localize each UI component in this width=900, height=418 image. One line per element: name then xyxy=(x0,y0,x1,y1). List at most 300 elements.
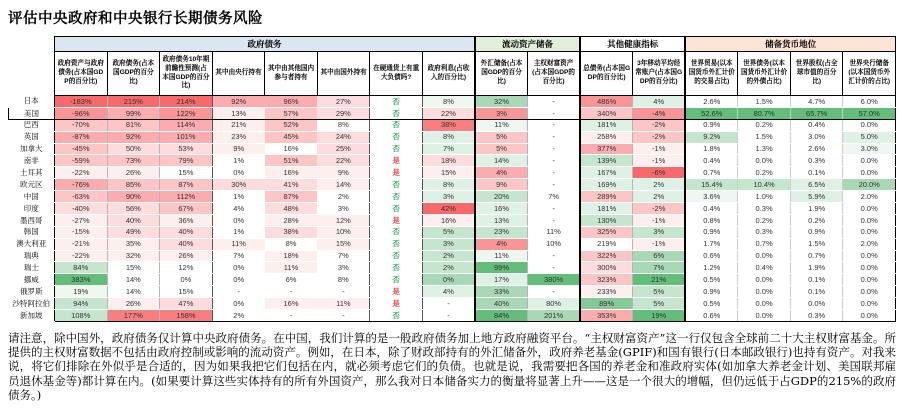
table-cell: 41% xyxy=(265,179,318,191)
table-cell: 2.6% xyxy=(685,96,738,108)
row-country: 巴西 xyxy=(9,119,55,131)
table-cell: 383% xyxy=(55,274,108,286)
table-cell: 139% xyxy=(580,155,633,167)
table-cell: 20% xyxy=(475,191,528,203)
table-cell: 3% xyxy=(633,226,686,238)
table-cell: 9% xyxy=(317,167,370,179)
table-cell: 否 xyxy=(370,131,423,143)
table-cell: 1.5% xyxy=(738,96,791,108)
table-cell: 181% xyxy=(580,119,633,131)
table-cell: 21% xyxy=(633,274,686,286)
table-cell: 16% xyxy=(265,298,318,310)
table-cell: 16% xyxy=(475,203,528,215)
table-cell: 81% xyxy=(107,119,160,131)
table-cell: 0% xyxy=(212,214,265,226)
table-cell: -70% xyxy=(55,119,108,131)
table-cell: 0.5% xyxy=(685,298,738,310)
table-cell: 26% xyxy=(107,167,160,179)
table-row xyxy=(9,203,896,215)
table-cell: 4% xyxy=(422,286,475,298)
group-header: 储备货币地位 xyxy=(685,37,895,52)
table-cell: 0.0% xyxy=(843,155,896,167)
table-cell: 23% xyxy=(475,226,528,238)
table-cell: 0% xyxy=(212,298,265,310)
table-cell: 99% xyxy=(475,262,528,274)
table-cell: 84% xyxy=(475,310,528,322)
table-cell: 0.0% xyxy=(843,262,896,274)
table-cell: -76% xyxy=(55,179,108,191)
table-cell: 17% xyxy=(475,274,528,286)
table-cell: 486% xyxy=(580,96,633,108)
row-country: 印度 xyxy=(9,203,55,215)
row-country: 瑞士 xyxy=(9,262,55,274)
row-country: 墨西哥 xyxy=(9,214,55,226)
table-cell: 0.1% xyxy=(790,167,843,179)
table-cell: 32% xyxy=(107,250,160,262)
table-cell: 15% xyxy=(317,238,370,250)
table-cell: 0.0% xyxy=(790,298,843,310)
table-body xyxy=(9,96,896,322)
table-cell: 87% xyxy=(265,191,318,203)
table-cell: 11% xyxy=(475,119,528,131)
table-cell: 0.0% xyxy=(843,203,896,215)
row-country: 新加坡 xyxy=(9,310,55,322)
table-row xyxy=(9,107,896,119)
table-cell: 0% xyxy=(212,274,265,286)
table-cell: -1% xyxy=(633,143,686,155)
table-cell: - xyxy=(528,155,581,167)
table-cell: 否 xyxy=(370,191,423,203)
table-cell: 6% xyxy=(265,274,318,286)
table-cell: 0% xyxy=(160,274,213,286)
table-cell: 9% xyxy=(212,143,265,155)
table-cell: 33% xyxy=(475,286,528,298)
table-cell: 否 xyxy=(370,143,423,155)
table-cell: 4% xyxy=(475,167,528,179)
table-cell: 0.9% xyxy=(790,226,843,238)
table-row xyxy=(9,286,896,298)
table-cell: 323% xyxy=(580,274,633,286)
table-cell: 0.4% xyxy=(738,262,791,274)
column-header: 政府债务(占本国GDP的百分比) xyxy=(107,52,160,96)
table-cell: 0.4% xyxy=(685,155,738,167)
table-cell: 130% xyxy=(580,214,633,226)
table-cell: -1% xyxy=(633,214,686,226)
table-cell: 1.5% xyxy=(738,131,791,143)
table-cell: 3% xyxy=(317,262,370,274)
table-cell: 40% xyxy=(160,226,213,238)
table-cell: -1% xyxy=(633,155,686,167)
row-country: 中国 xyxy=(9,191,55,203)
row-country: 欧元区 xyxy=(9,179,55,191)
table-cell: 2% xyxy=(422,262,475,274)
row-country: 英国 xyxy=(9,131,55,143)
table-cell: 2% xyxy=(422,250,475,262)
table-cell: 0.2% xyxy=(738,119,791,131)
table-cell: 40% xyxy=(107,214,160,226)
table-cell: 32% xyxy=(475,96,528,108)
table-cell: - xyxy=(265,286,318,298)
table-cell: 15% xyxy=(160,167,213,179)
table-cell: 24% xyxy=(317,131,370,143)
table-cell: - xyxy=(528,119,581,131)
table-cell: -4% xyxy=(633,107,686,119)
table-cell: 1.0% xyxy=(738,191,791,203)
table-cell: 42% xyxy=(422,203,475,215)
table-cell: - xyxy=(528,96,581,108)
table-cell: 52.6% xyxy=(685,107,738,119)
table-cell: 0.1% xyxy=(790,274,843,286)
table-cell: 11% xyxy=(528,226,581,238)
table-cell: 322% xyxy=(580,250,633,262)
table-cell: 3.0% xyxy=(843,143,896,155)
table-cell: -1% xyxy=(633,238,686,250)
table-cell: 0.4% xyxy=(790,119,843,131)
row-country: 瑞典 xyxy=(9,250,55,262)
table-cell: 90% xyxy=(107,191,160,203)
table-cell: 26% xyxy=(107,298,160,310)
table-cell: 101% xyxy=(160,131,213,143)
table-cell: 0.9% xyxy=(685,226,738,238)
table-cell: 5% xyxy=(633,286,686,298)
table-cell: 0.7% xyxy=(738,238,791,250)
table-cell: 84% xyxy=(55,262,108,274)
table-cell: 214% xyxy=(160,96,213,108)
table-cell: 112% xyxy=(160,191,213,203)
table-cell: 1.9% xyxy=(790,262,843,274)
table-cell: 7% xyxy=(317,250,370,262)
table-cell: - xyxy=(528,167,581,179)
table-cell: 65.7% xyxy=(790,107,843,119)
table-row xyxy=(9,96,896,108)
table-cell: 0.1% xyxy=(790,286,843,298)
table-row xyxy=(9,119,896,131)
table-cell: 0.2% xyxy=(790,214,843,226)
table-cell: 14% xyxy=(107,286,160,298)
table-cell: - xyxy=(528,203,581,215)
column-header: 3年移动平均经常账户(占本国GDP的百分比) xyxy=(633,52,686,96)
table-cell: -40% xyxy=(55,203,108,215)
table-cell: 1% xyxy=(212,226,265,238)
table-cell: 16% xyxy=(265,167,318,179)
table-row xyxy=(9,143,896,155)
table-cell: 3% xyxy=(317,203,370,215)
row-country: 加拿大 xyxy=(9,143,55,155)
table-cell: 0.0% xyxy=(738,155,791,167)
table-cell: 23% xyxy=(212,131,265,143)
table-cell: 是 xyxy=(370,298,423,310)
table-cell: 0.8% xyxy=(685,214,738,226)
table-cell: 15% xyxy=(422,167,475,179)
table-cell: 0.5% xyxy=(685,274,738,286)
table-row xyxy=(9,214,896,226)
table-row xyxy=(9,226,896,238)
table-cell: 215% xyxy=(107,96,160,108)
table-cell: 否 xyxy=(370,238,423,250)
table-cell: 2.0% xyxy=(843,238,896,250)
table-cell: 0.0% xyxy=(843,286,896,298)
table-cell: 219% xyxy=(580,238,633,250)
table-cell: 否 xyxy=(370,119,423,131)
table-cell: 380% xyxy=(528,274,581,286)
table-cell: 4% xyxy=(212,203,265,215)
table-cell: 67% xyxy=(160,203,213,215)
table-cell: 否 xyxy=(370,179,423,191)
row-country: 挪威 xyxy=(9,274,55,286)
table-cell: 79% xyxy=(160,155,213,167)
column-header: 主权财富资产(占本国GDP的百分比) xyxy=(528,52,581,96)
table-cell: 11% xyxy=(212,238,265,250)
column-header: 世界债务(以本国货币外汇计价的外债占比) xyxy=(738,52,791,96)
table-cell: 19% xyxy=(633,310,686,322)
column-header: 其中由央行持有 xyxy=(212,52,265,96)
table-cell: 0.9% xyxy=(685,286,738,298)
table-cell: 6.5% xyxy=(790,179,843,191)
table-cell: 51% xyxy=(265,155,318,167)
table-cell: 否 xyxy=(370,107,423,119)
table-cell: 5.9% xyxy=(790,191,843,203)
table-cell: 6.0% xyxy=(843,96,896,108)
table-cell: 15.4% xyxy=(685,179,738,191)
table-cell: 80.7% xyxy=(738,107,791,119)
table-cell: -45% xyxy=(55,143,108,155)
table-cell: 85% xyxy=(107,179,160,191)
table-cell: 30% xyxy=(212,179,265,191)
table-row xyxy=(9,155,896,167)
table-cell: -6% xyxy=(633,167,686,179)
table-cell: 0.9% xyxy=(685,119,738,131)
table-cell: 52% xyxy=(265,119,318,131)
table-cell: -2% xyxy=(633,131,686,143)
table-cell: - xyxy=(528,262,581,274)
table-cell: 0% xyxy=(212,262,265,274)
table-cell: 22% xyxy=(422,107,475,119)
column-header: 其中由其他国内参与者持有 xyxy=(265,52,318,96)
table-cell: 96% xyxy=(265,96,318,108)
table-cell: 5% xyxy=(422,226,475,238)
table-row xyxy=(9,262,896,274)
table-cell: 0.0% xyxy=(843,310,896,322)
table-cell: 181% xyxy=(580,203,633,215)
table-cell: -96% xyxy=(55,107,108,119)
table-cell: 56% xyxy=(107,203,160,215)
table-cell: 0.7% xyxy=(685,167,738,179)
table-cell: 12% xyxy=(160,262,213,274)
table-cell: 是 xyxy=(370,286,423,298)
group-header: 流动资产储备 xyxy=(475,37,580,52)
table-cell: 92% xyxy=(212,96,265,108)
column-header: 在硬通货上有重大负债吗? xyxy=(370,52,423,96)
row-country: 澳大利亚 xyxy=(9,238,55,250)
table-cell: 否 xyxy=(370,262,423,274)
table-cell: 8% xyxy=(422,96,475,108)
column-header: 政府资产与政府债务(占本国GDP的百分比) xyxy=(55,52,108,96)
table-cell: 0.0% xyxy=(843,167,896,179)
table-cell: 0% xyxy=(422,274,475,286)
table-cell: -2% xyxy=(633,203,686,215)
table-cell: 是 xyxy=(370,167,423,179)
table-cell: 3.0% xyxy=(790,131,843,143)
table-row xyxy=(9,250,896,262)
table-cell: - xyxy=(317,286,370,298)
table-cell: 9.2% xyxy=(685,131,738,143)
table-cell: 48% xyxy=(265,203,318,215)
table-cell: - xyxy=(528,286,581,298)
table-cell: 57.0% xyxy=(843,107,896,119)
table-cell: 177% xyxy=(107,310,160,322)
table-cell: 3% xyxy=(422,191,475,203)
table-cell: 1.3% xyxy=(738,143,791,155)
table-cell: 0.2% xyxy=(738,214,791,226)
table-cell: 0.3% xyxy=(738,203,791,215)
table-cell: 15% xyxy=(107,262,160,274)
table-cell: - xyxy=(528,179,581,191)
column-header: 世界股权(占全球市值的百分比) xyxy=(790,52,843,96)
column-header: 世界贸易(以本国货币外汇计价的交易占比) xyxy=(685,52,738,96)
table-cell: 169% xyxy=(580,179,633,191)
table-cell: 99% xyxy=(107,107,160,119)
table-cell: 10.4% xyxy=(738,179,791,191)
table-cell: 233% xyxy=(580,286,633,298)
table-cell: 92% xyxy=(107,131,160,143)
table-cell: 0.0% xyxy=(738,298,791,310)
debt-risk-table xyxy=(8,36,896,322)
table-cell: 2% xyxy=(633,191,686,203)
table-cell: 201% xyxy=(528,310,581,322)
table-cell: 114% xyxy=(160,119,213,131)
corner-cell xyxy=(9,37,55,96)
table-cell: 0.0% xyxy=(843,274,896,286)
table-cell: 21% xyxy=(212,119,265,131)
table-cell: 7% xyxy=(422,143,475,155)
table-cell: 80% xyxy=(528,298,581,310)
row-country: 土耳其 xyxy=(9,167,55,179)
table-cell: 38% xyxy=(422,119,475,131)
table-cell: 89% xyxy=(580,298,633,310)
table-cell: 3.6% xyxy=(685,191,738,203)
table-cell: 14% xyxy=(317,179,370,191)
table-cell: - xyxy=(422,298,475,310)
table-cell: 1.2% xyxy=(685,262,738,274)
table-cell: 73% xyxy=(107,155,160,167)
table-cell: 258% xyxy=(580,131,633,143)
table-cell: 57% xyxy=(265,107,318,119)
row-country: 南非 xyxy=(9,155,55,167)
table-cell: 5.0% xyxy=(843,131,896,143)
table-cell: 8% xyxy=(317,274,370,286)
table-cell: - xyxy=(528,143,581,155)
table-cell: 0.0% xyxy=(843,214,896,226)
table-cell: 4% xyxy=(633,96,686,108)
table-cell: 2% xyxy=(633,179,686,191)
table-cell: 2% xyxy=(212,310,265,322)
table-cell: 8% xyxy=(422,179,475,191)
column-header: 外汇储备(占本国GDP的百分比) xyxy=(475,52,528,96)
table-cell: 377% xyxy=(580,143,633,155)
table-cell: 94% xyxy=(55,298,108,310)
table-cell: 353% xyxy=(580,310,633,322)
table-cell: 29% xyxy=(317,107,370,119)
table-cell: 8% xyxy=(422,131,475,143)
table-cell: 8% xyxy=(265,238,318,250)
table-cell: 45% xyxy=(265,131,318,143)
table-cell: 0.0% xyxy=(843,119,896,131)
table-row xyxy=(9,238,896,250)
table-cell: 10% xyxy=(317,226,370,238)
table-cell: 11% xyxy=(317,298,370,310)
table-cell: - xyxy=(265,310,318,322)
table-cell: 18% xyxy=(422,155,475,167)
table-cell: 12% xyxy=(317,214,370,226)
table-cell: 是 xyxy=(370,214,423,226)
column-header: 总债务(占本国GDP的百分比) xyxy=(580,52,633,96)
table-cell: 1.8% xyxy=(685,143,738,155)
table-cell: 0.0% xyxy=(843,250,896,262)
table-cell: 7% xyxy=(528,191,581,203)
table-cell: 否 xyxy=(370,203,423,215)
table-header xyxy=(9,37,896,96)
table-cell: 0.4% xyxy=(685,203,738,215)
table-cell: 0.0% xyxy=(843,298,896,310)
table-cell: - xyxy=(528,107,581,119)
table-cell: - xyxy=(422,310,475,322)
table-cell: 0.2% xyxy=(738,167,791,179)
table-cell: -59% xyxy=(55,155,108,167)
table-cell: 38% xyxy=(265,226,318,238)
table-cell: 28% xyxy=(265,214,318,226)
table-cell: 19% xyxy=(55,286,108,298)
table-cell: 7% xyxy=(212,250,265,262)
table-cell: 否 xyxy=(370,310,423,322)
table-cell: 8% xyxy=(317,119,370,131)
row-country: 日本 xyxy=(9,96,55,108)
table-cell: 16% xyxy=(422,214,475,226)
table-cell: - xyxy=(528,131,581,143)
table-cell: 49% xyxy=(107,226,160,238)
table-cell: 14% xyxy=(107,274,160,286)
table-cell: - xyxy=(528,250,581,262)
table-cell: 4.7% xyxy=(790,96,843,108)
footnote-text: 请注意，除中国外，政府债务仅计算中央政府债务。在中国，我们计算的是一般政府债务加上地方政府融资平台。“主权财富资产”这一行仅包含全球前二十大主权财富基金。所提供的主权财富数据不包括由政府控制或影响的流动资产。例如，在日本，除了财政部持有的外汇储备外，政府养老基金(GPIF)和国有银行(日本邮政银行)也持有资产。对我来说，将它们排除在外似乎是合适的，因为如果我把它们包括在内，就必须考虑它们的负债。也就是说，我需要把各国的养老金和准政府实体(如加拿大养老金计划、美国联邦雇员退休基金等)都计算在内。(如果要计算这些实体持有的所有外国资产，那么我对日本储备实力的衡量将显著上升——这是一个很大的增幅，但仍远低于占GDP的215%的政府债务。) xyxy=(8,330,896,402)
table-cell: 1% xyxy=(212,191,265,203)
table-row xyxy=(9,274,896,286)
table-cell: 300% xyxy=(580,262,633,274)
row-country: 韩国 xyxy=(9,226,55,238)
table-cell: 0.3% xyxy=(738,226,791,238)
table-cell: 50% xyxy=(107,143,160,155)
table-cell: 108% xyxy=(55,310,108,322)
table-cell: 否 xyxy=(370,250,423,262)
table-row xyxy=(9,131,896,143)
table-cell: 16% xyxy=(265,143,318,155)
table-cell: 15% xyxy=(160,286,213,298)
table-cell: 14% xyxy=(475,155,528,167)
column-header: 政府债务10年期前瞻性预测(占本国GDP的百分比) xyxy=(160,52,213,96)
table-cell: 122% xyxy=(160,107,213,119)
table-cell: 26% xyxy=(160,250,213,262)
table-cell: 35% xyxy=(107,238,160,250)
table-cell: 0.0% xyxy=(738,274,791,286)
table-cell: 340% xyxy=(580,107,633,119)
table-cell: -21% xyxy=(55,238,108,250)
table-cell: -183% xyxy=(55,96,108,108)
table-row xyxy=(9,167,896,179)
table-cell: 是 xyxy=(370,155,423,167)
column-header: 其中由国外持有 xyxy=(317,52,370,96)
table-cell: - xyxy=(317,310,370,322)
table-cell: 1.7% xyxy=(685,238,738,250)
table-cell: -27% xyxy=(55,214,108,226)
